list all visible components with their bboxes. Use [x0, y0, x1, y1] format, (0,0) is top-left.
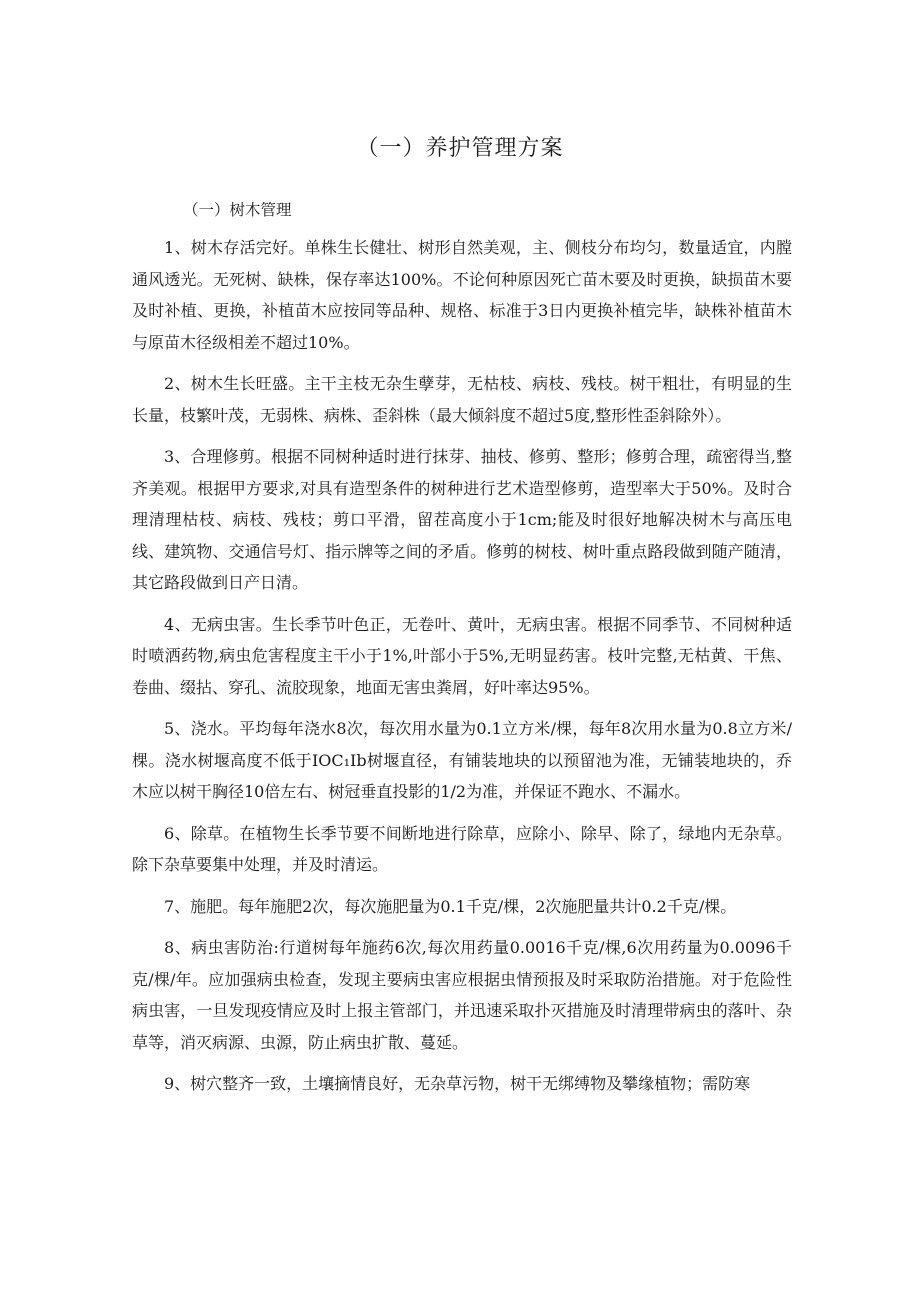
paragraph: 1、树木存活完好。单株生长健壮、树形自然美观，主、侧枝分布均匀，数量适宜，内膛通风透光。无死树、缺株，保存率达100%。不论何种原因死亡苗木要及时更换，缺损苗木要及时补植、更换，补植苗木应按同等品种、规格、标准于3日内更换补植完毕，缺株补植苗木与原苗木径级相差不超过10%。: [132, 238, 792, 352]
body-text: [132, 232, 792, 1100]
paragraph: 8、病虫害防治:行道树每年施药6次,每次用药量0.0016千克/棵,6次用药量为0.0096千克/棵/年。应加强病虫检查，发现主要病虫害应根据虫情预报及时采取防治措施。对于危险性病虫害，一旦发现疫情应及时上报主管部门，并迅速采取扑灭措施及时清理带病虫的落叶、杂草等，消灭病源、虫源，防止病虫扩散、蔓延。: [132, 938, 792, 1052]
paragraph: 3、合理修剪。根据不同树种适时进行抹芽、抽枝、修剪、整形；修剪合理，疏密得当,整齐美观。根据甲方要求,对具有造型条件的树种进行艺术造型修剪，造型率大于50%。及时合理清理枯枝、病枝、残枝；剪口平滑，留茬高度小于1cm;能及时很好地解决树木与高压电线、建筑物、交通信号灯、指示牌等之间的矛盾。修剪的树枝、树叶重点路段做到随产随清，其它路段做到日产日清。: [132, 447, 792, 592]
paragraph: 6、除草。在植物生长季节要不间断地进行除草，应除小、除早、除了，绿地内无杂草。除下杂草要集中处理，并及时清运。: [132, 823, 792, 874]
paragraph: 2、树木生长旺盛。主干主枝无杂生孽芽，无枯枝、病枝、残枝。树干粗壮，有明显的生长量，枝繁叶茂，无弱株、病株、歪斜株（最大倾斜度不超过5度,整形性歪斜除外）。: [132, 374, 792, 425]
section-heading: （一）树木管理: [183, 201, 292, 219]
paragraph: 4、无病虫害。生长季节叶色正，无卷叶、黄叶，无病虫害。根据不同季节、不同树种适时喷洒药物,病虫危害程度主干小于1%,叶部小于5%,无明显药害。枝叶完整,无枯黄、干焦、卷曲、缀拈、穿孔、流胶现象，地面无害虫粪屑，好叶率达95%。: [132, 614, 792, 697]
paragraph: 5、浇水。平均每年浇水8次，每次用水量为0.1立方米/棵，每年8次用水量为0.8立方米/棵。浇水树堰高度不低于IOC₁Ib树堰直径，有铺装地块的以预留池为准，无铺装地块的，乔木应以树干胸径10倍左右、树冠垂直投影的1/2为准，并保证不跑水、不漏水。: [132, 719, 792, 801]
paragraph: 7、施肥。每年施肥2次，每次施肥量为0.1千克/棵，2次施肥量共计0.2千克/棵。: [164, 896, 737, 916]
paragraph: 9、树穴整齐一致，土壤摘情良好，无杂草污物，树干无绑缚物及攀缘植物；需防寒: [164, 1074, 751, 1093]
document-title: （一）养护管理方案: [356, 136, 564, 161]
